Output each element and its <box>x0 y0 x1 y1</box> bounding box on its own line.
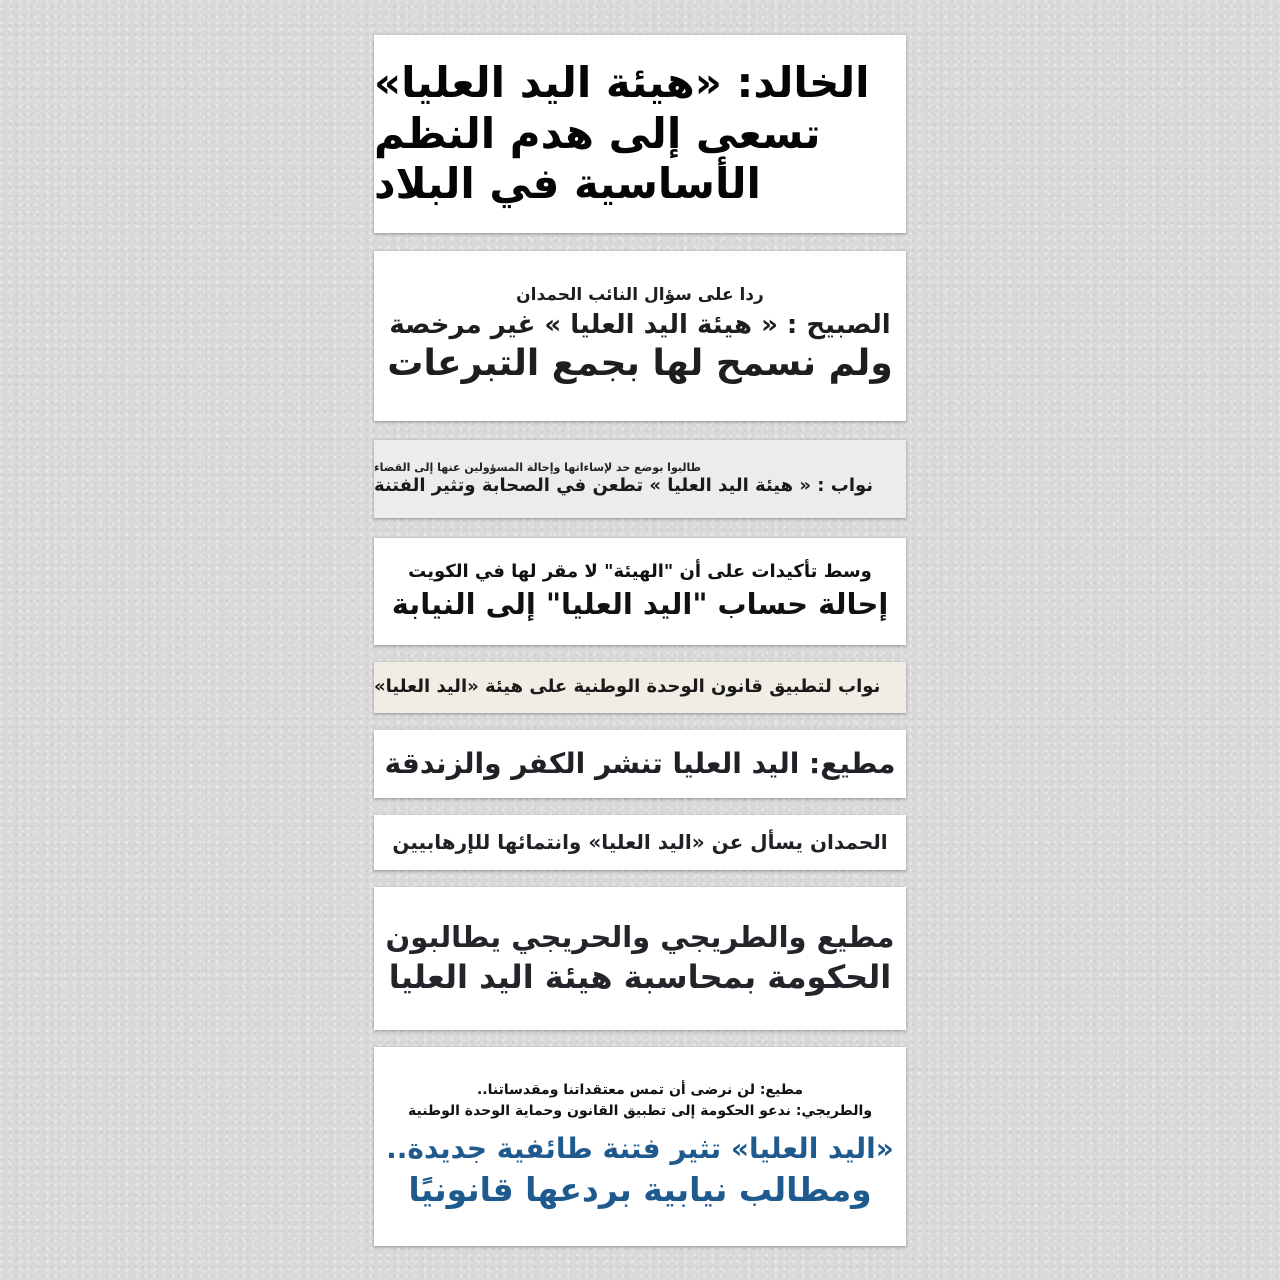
headline-line: إحالة حساب "اليد العليا" إلى النيابة <box>391 587 889 622</box>
clipping-9 <box>374 1047 906 1246</box>
kicker: ردا على سؤال النائب الحمدان <box>516 284 764 305</box>
headline-line: نواب لتطبيق قانون الوحدة الوطنية على هيئة «اليد العليا» <box>374 676 881 698</box>
headline-line: الأساسية في البلاد <box>374 159 761 209</box>
clipping-6 <box>374 730 906 798</box>
headline-line: ولم نسمح لها بجمع التبرعات <box>387 343 893 385</box>
headline-line: الصبيح : « هيئة اليد العليا » غير مرخصة <box>389 309 891 340</box>
clipping-5 <box>374 662 906 713</box>
headline-line: «اليد العليا» تثير فتنة طائفية جديدة.. <box>386 1132 894 1166</box>
kicker: مطيع: لن نرضى أن تمس معتقداتنا ومقدساتنا.. <box>476 1082 804 1099</box>
clipping-1 <box>374 35 906 233</box>
clipping-2 <box>374 251 906 421</box>
headline-line: الخالد: «هيئة اليد العليا» <box>374 58 870 108</box>
headline-line: الحمدان يسأل عن «اليد العليا» وانتمائها للإرهابيين <box>392 830 888 855</box>
kickers <box>408 1080 872 1122</box>
kicker: والطريجي: ندعو الحكومة إلى تطبيق القانون وحماية الوحدة الوطنية <box>407 1103 873 1120</box>
headline-line: تسعى إلى هدم النظم <box>374 108 821 158</box>
headline-line: الحكومة بمحاسبة هيئة اليد العليا <box>388 957 892 996</box>
clipping-8 <box>374 887 906 1030</box>
headline-line: نواب : « هيئة اليد العليا » تطعن في الصحابة وتثير الفتنة <box>374 475 874 497</box>
clipping-3 <box>374 440 906 518</box>
clipping-4 <box>374 538 906 645</box>
clipping-7 <box>374 815 906 870</box>
kicker: وسط تأكيدات على أن "الهيئة" لا مقر لها في الكويت <box>408 561 872 583</box>
headline-line: مطيع والطريجي والحريجي يطالبون <box>385 919 895 954</box>
headline-line: ومطالب نيابية بردعها قانونيًا <box>408 1170 872 1210</box>
kicker: طالبوا بوضع حد لإساءاتها وإحالة المسؤولين عنها إلى القضاء <box>374 460 701 474</box>
headline-line: مطيع: اليد العليا تنشر الكفر والزندقة <box>384 747 896 781</box>
